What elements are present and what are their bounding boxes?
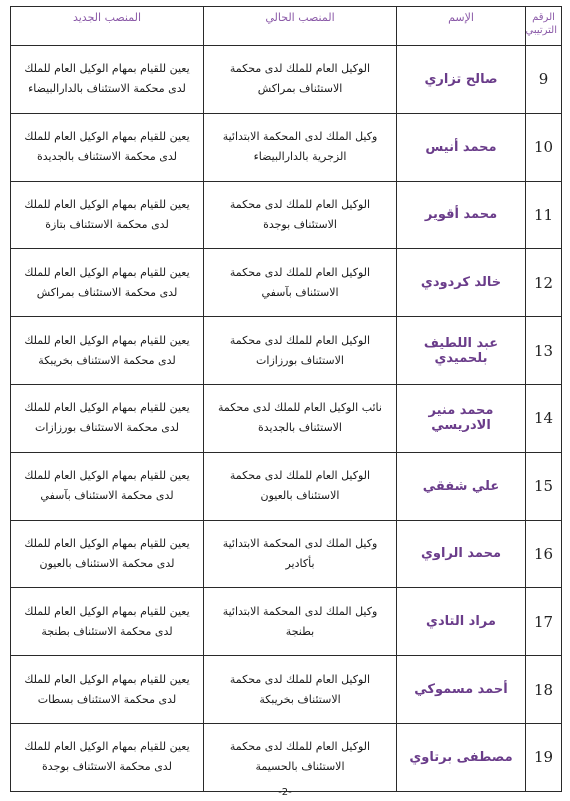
current-position-cell <box>204 723 397 791</box>
new-position-cell <box>11 249 204 317</box>
rank-cell: 14 <box>526 384 562 452</box>
new-position-line: يعين للقيام بمهام الوكيل العام للملك <box>24 604 190 618</box>
current-position-line: الاستئناف بخريبكة <box>259 692 341 706</box>
table-row <box>11 249 562 317</box>
rank-cell: 10 <box>526 113 562 181</box>
table-row <box>11 520 562 588</box>
table-row <box>11 46 562 114</box>
table-row <box>11 384 562 452</box>
current-position-cell <box>204 520 397 588</box>
new-position-line: يعين للقيام بمهام الوكيل العام للملك <box>24 740 190 754</box>
header-current-position: المنصب الحالي <box>204 7 397 46</box>
rank-cell: 17 <box>526 588 562 656</box>
table-row <box>11 181 562 249</box>
current-position-line: وكيل الملك لدى المحكمة الابتدائية <box>222 604 378 618</box>
table-row <box>11 452 562 520</box>
current-position-line: الزجرية بالدارالبيضاء <box>253 150 347 164</box>
table-row <box>11 588 562 656</box>
new-position-line: لدى محكمة الاستئناف بآسفي <box>40 489 174 503</box>
new-position-line: يعين للقيام بمهام الوكيل العام للملك <box>24 333 190 347</box>
current-position-cell <box>204 249 397 317</box>
new-position-line: يعين للقيام بمهام الوكيل العام للملك <box>24 536 190 550</box>
new-position-line: لدى محكمة الاستئناف بمراكش <box>36 285 178 299</box>
current-position-line: وكيل الملك لدى المحكمة الابتدائية <box>222 130 378 144</box>
current-position-line: الوكيل العام للملك لدى محكمة <box>229 197 371 211</box>
new-position-line: لدى محكمة الاستئناف بتازة <box>45 217 169 231</box>
current-position-line: الوكيل العام للملك لدى محكمة <box>229 62 371 76</box>
current-position-line: الوكيل العام للملك لدى محكمة <box>229 672 371 686</box>
new-position-line: لدى محكمة الاستئناف بخريبكة <box>38 353 176 367</box>
name-cell: مراد التادي <box>397 588 526 656</box>
current-position-cell <box>204 588 397 656</box>
name-cell: محمد أقوير <box>397 181 526 249</box>
current-position-cell <box>204 46 397 114</box>
current-position-line: الوكيل العام للملك لدى محكمة <box>229 333 371 347</box>
rank-cell: 13 <box>526 317 562 385</box>
current-position-line: الاستئناف بمراكش <box>257 82 343 96</box>
header-new-position: المنصب الجديد <box>11 7 204 46</box>
new-position-cell <box>11 384 204 452</box>
current-position-line: وكيل الملك لدى المحكمة الابتدائية <box>222 536 378 550</box>
new-position-line: يعين للقيام بمهام الوكيل العام للملك <box>24 401 190 415</box>
new-position-line: يعين للقيام بمهام الوكيل العام للملك <box>24 62 190 76</box>
header-name: الإسم <box>397 7 526 46</box>
current-position-line: نائب الوكيل العام للملك لدى محكمة <box>218 401 382 415</box>
new-position-cell <box>11 520 204 588</box>
name-cell: صالح تزاري <box>397 46 526 114</box>
table-header-row <box>11 7 562 46</box>
current-position-line: الوكيل العام للملك لدى محكمة <box>229 469 371 483</box>
new-position-line: لدى محكمة الاستئناف بوجدة <box>42 760 172 774</box>
current-position-line: بطنجة <box>285 624 315 638</box>
current-position-line: الاستئناف بآسفي <box>261 285 339 299</box>
current-position-line: الاستئناف بالعيون <box>260 489 340 503</box>
current-position-cell <box>204 181 397 249</box>
rank-cell: 16 <box>526 520 562 588</box>
name-cell: مصطفى برتاوي <box>397 723 526 791</box>
name-cell: محمد الراوي <box>397 520 526 588</box>
current-position-line: الاستئناف بالحسيمة <box>255 760 345 774</box>
rank-cell: 9 <box>526 46 562 114</box>
new-position-line: يعين للقيام بمهام الوكيل العام للملك <box>24 469 190 483</box>
new-position-line: لدى محكمة الاستئناف بالعيون <box>39 556 175 570</box>
rank-cell: 15 <box>526 452 562 520</box>
current-position-line: الوكيل العام للملك لدى محكمة <box>229 740 371 754</box>
header-rank: الرقم الترتيبي <box>526 7 562 46</box>
page-number: -2- <box>278 787 292 798</box>
new-position-line: لدى محكمة الاستئناف بسطات <box>37 692 177 706</box>
name-cell: أحمد مسموكي <box>397 656 526 724</box>
current-position-line: الاستئناف بالجديدة <box>258 421 342 435</box>
new-position-cell <box>11 588 204 656</box>
current-position-cell <box>204 452 397 520</box>
name-cell: محمد أنيس <box>397 113 526 181</box>
new-position-line: لدى محكمة الاستئناف بالدارالبيضاء <box>28 82 186 96</box>
name-cell: محمد منير الادريسي <box>397 384 526 452</box>
new-position-cell <box>11 656 204 724</box>
rank-cell: 12 <box>526 249 562 317</box>
new-position-cell <box>11 46 204 114</box>
new-position-line: يعين للقيام بمهام الوكيل العام للملك <box>24 130 190 144</box>
current-position-line: الاستئناف بوجدة <box>263 217 337 231</box>
current-position-cell <box>204 384 397 452</box>
new-position-cell <box>11 181 204 249</box>
new-position-line: لدى محكمة الاستئناف بالجديدة <box>36 150 178 164</box>
rank-cell: 19 <box>526 723 562 791</box>
table-row <box>11 656 562 724</box>
current-position-cell <box>204 656 397 724</box>
current-position-line: الوكيل العام للملك لدى محكمة <box>229 265 371 279</box>
new-position-cell <box>11 723 204 791</box>
new-position-cell <box>11 452 204 520</box>
table-body <box>11 46 562 792</box>
table-row <box>11 317 562 385</box>
table-row <box>11 723 562 791</box>
new-position-line: يعين للقيام بمهام الوكيل العام للملك <box>24 197 190 211</box>
table-row <box>11 113 562 181</box>
name-cell: عبد اللطيف بلحميدي <box>397 317 526 385</box>
current-position-cell <box>204 317 397 385</box>
new-position-line: يعين للقيام بمهام الوكيل العام للملك <box>24 265 190 279</box>
new-position-cell <box>11 317 204 385</box>
rank-cell: 18 <box>526 656 562 724</box>
current-position-cell <box>204 113 397 181</box>
new-position-line: يعين للقيام بمهام الوكيل العام للملك <box>24 672 190 686</box>
new-position-line: لدى محكمة الاستئناف بورزازات <box>35 421 179 435</box>
new-position-cell <box>11 113 204 181</box>
new-position-line: لدى محكمة الاستئناف بطنجة <box>41 624 173 638</box>
name-cell: خالد كردودي <box>397 249 526 317</box>
name-cell: علي شفقي <box>397 452 526 520</box>
current-position-line: بأكادير <box>285 556 315 570</box>
current-position-line: الاستئناف بورزازات <box>256 353 344 367</box>
appointments-table <box>10 6 562 792</box>
rank-cell: 11 <box>526 181 562 249</box>
